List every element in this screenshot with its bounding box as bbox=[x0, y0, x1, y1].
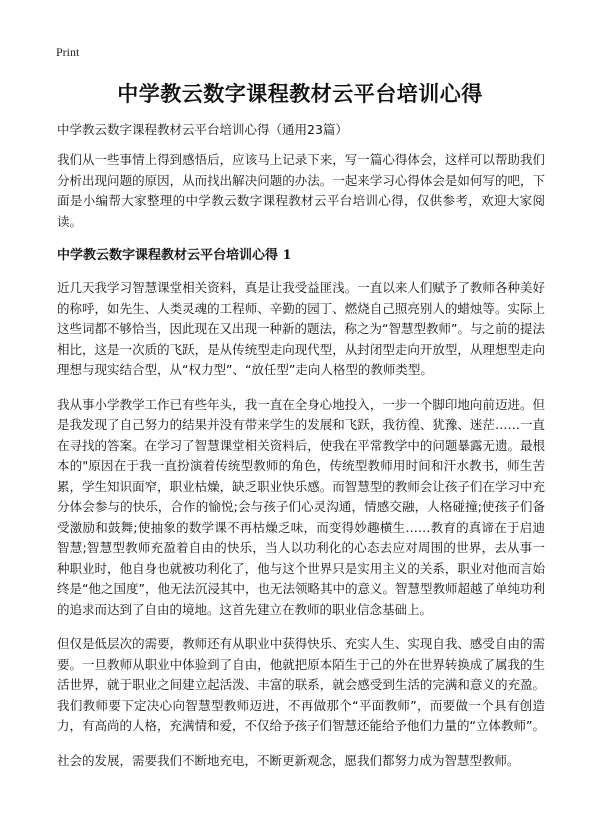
body-paragraph: 但仅是低层次的需要，教师还有从职业中获得快乐、充实人生、实现自我、感受自由的需要。一旦教师从职业中体验到了自由，他就把原本陌生于己的外在世界转换成了属我的生活世界，就于职业之间建立起活泼、丰富的联系，就会感受到生活的完满和意义的充盈。我们教师要下定决心向智慧型教师迈进，不再做那个“平面教师”，而要做一个具有创造力，有高尚的人格，充满情和爱，不仅给予孩子们智慧还能给予他们力量的“立体教师”。 bbox=[57, 636, 545, 733]
body-paragraph: 社会的发展，需要我们不断地充电，不断更新观念，愿我们都努力成为智慧型教师。 bbox=[57, 752, 520, 768]
body-paragraph: 近几天我学习智慧课堂相关资料，真是让我受益匪浅。一直以来人们赋予了教师各种美好的称呼，如先生、人类灵魂的工程师、辛勤的园丁、燃烧自己照亮别人的蜡烛等。实际上这些词都不够恰当，因此现在又出现一种新的题法，称之为“智慧型教师”。与之前的提法相比，这是一次质的飞跃，是从传统型走向现代型，从封闭型走向开放型，从理想型走向理想与现实结合型，从“权力型”、“放任型”走向人格型的教师类型。 bbox=[57, 280, 545, 377]
document-body bbox=[57, 120, 545, 785]
section-heading: 中学教云数字课程教材云平台培训心得 1 bbox=[57, 248, 292, 263]
intro-paragraph: 我们从一些事情上得到感悟后，应该马上记录下来，写一篇心得体会，这样可以帮助我们分析出现问题的原因，从而找出解决问题的办法。一起来学习心得体会是如何写的吧，下面是小编帮大家整理的中学教云数字课程教材云平台培训心得，仅供参考，欢迎大家阅读。 bbox=[57, 152, 545, 229]
body-paragraph: 我从事小学教学工作已有些年头，我一直在全身心地投入，一步一个脚印地向前迈进。但是我发现了自己努力的结果并没有带来学生的发展和飞跃，我彷徨、犹豫、迷茫……一直在寻找的答案。在学习了智慧课堂相关资料后，使我在平常教学中的问题暴露无遗。最根本的"原因在于我一直扮演着传统型教师的角色，传统型教师用时间和汗水教书，师生苦累，学生知识面窄，职业枯燥，缺乏职业快乐感。而智慧型的教师会让孩子们在学习中充分体会参与的快乐，合作的愉悦;会与孩子们心灵沟通，情感交融，人格碰撞;使孩子们备受激励和鼓舞;使抽象的数学课不再枯燥乏味，而变得妙趣横生……教育的真谛在于启迪智慧;智慧型教师充盈着自由的快乐，当人以功利化的心态去应对周围的世界，去从事一种职业时，他自身也就被功利化了，他与这个世界只是实用主义的关系，职业对他而言始终是“他之国度”，他无法沉浸其中，也无法领略其中的意义。智慧型教师超越了单纯功利的追求而达到了自由的境地。这首先建立在教师的职业信念基础上。 bbox=[57, 396, 545, 617]
document-title: 中学教云数字课程教材云平台培训心得 bbox=[117, 82, 483, 106]
document-subtitle: 中学教云数字课程教材云平台培训心得（通用23篇） bbox=[57, 122, 348, 137]
print-link[interactable]: Print bbox=[56, 45, 80, 59]
